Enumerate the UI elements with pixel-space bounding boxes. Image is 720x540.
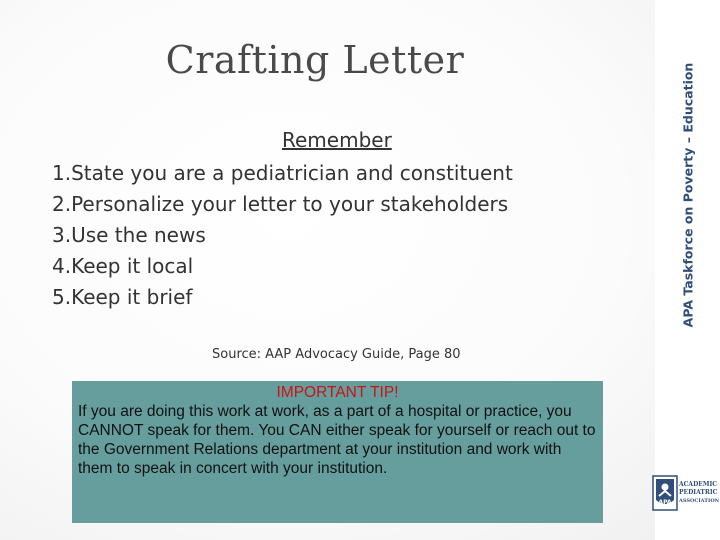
step-item: 2.Personalize your letter to your stakeholders (52, 192, 509, 216)
tip-body: If you are doing this work at work, as a part of a hospital or practice, you CANNOT speak for them. You CAN either speak for yourself or reach out to the Government Relations department at your institution and work with them to speak in concert with your institution. (78, 403, 596, 477)
steps-list (52, 158, 513, 313)
slide-title: Crafting Letter (165, 38, 465, 82)
tip-title: IMPORTANT TIP! (276, 384, 399, 401)
logo-figure-head (662, 484, 669, 491)
logo-text-line2: PEDIATRIC (679, 489, 718, 496)
academic-pediatric-association-logo (651, 470, 720, 520)
logo-text-line1: ACADEMIC (679, 481, 718, 488)
logo-text-line3: ASSOCIATION (679, 498, 720, 504)
step-item: 3.Use the news (52, 223, 206, 247)
source-citation: Source: AAP Advocacy Guide, Page 80 (212, 347, 461, 362)
sidebar-vertical-label: APA Taskforce on Poverty – Education (680, 62, 696, 328)
step-item: 5.Keep it brief (52, 285, 193, 309)
step-item: 1.State you are a pediatrician and constituent (52, 161, 513, 185)
important-tip-box (72, 381, 603, 523)
logo-mark-text: APA (658, 499, 672, 506)
remember-heading: Remember (282, 128, 392, 152)
step-item: 4.Keep it local (52, 254, 194, 278)
